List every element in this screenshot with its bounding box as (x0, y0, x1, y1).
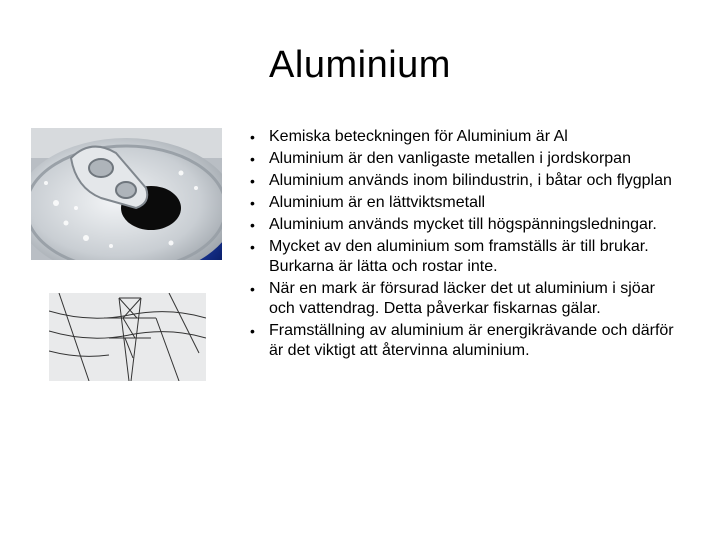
bullet-item: • Aluminium är en lättviktsmetall (250, 193, 680, 213)
bullet-item: • Aluminium är den vanligaste metallen i jordskorpan (250, 149, 680, 169)
slide-title-text: Aluminium (269, 44, 451, 86)
bullet-item: • Aluminium används inom bilindustrin, i båtar och flygplan (250, 171, 680, 191)
bullet-item: • När en mark är försurad läcker det ut aluminium i sjöar och vattendrag. Detta påverkar fiskarnas gälar. (250, 279, 680, 319)
bullet-item: • Framställning av aluminium är energikrävande och därför är det viktigt att återvinna aluminium. (250, 321, 680, 361)
bullet-item: • Aluminium används mycket till högspänningsledningar. (250, 215, 680, 235)
aluminium-can-image (31, 128, 222, 260)
power-pylon-image (49, 293, 206, 381)
bullet-item: • Mycket av den aluminium som framställs är till brukar. Burkarna är lätta och rostar inte. (250, 237, 680, 277)
bullet-item: • Kemiska beteckningen för Aluminium är Al (250, 127, 680, 147)
slide-title (0, 44, 720, 87)
bullet-list (250, 127, 680, 363)
